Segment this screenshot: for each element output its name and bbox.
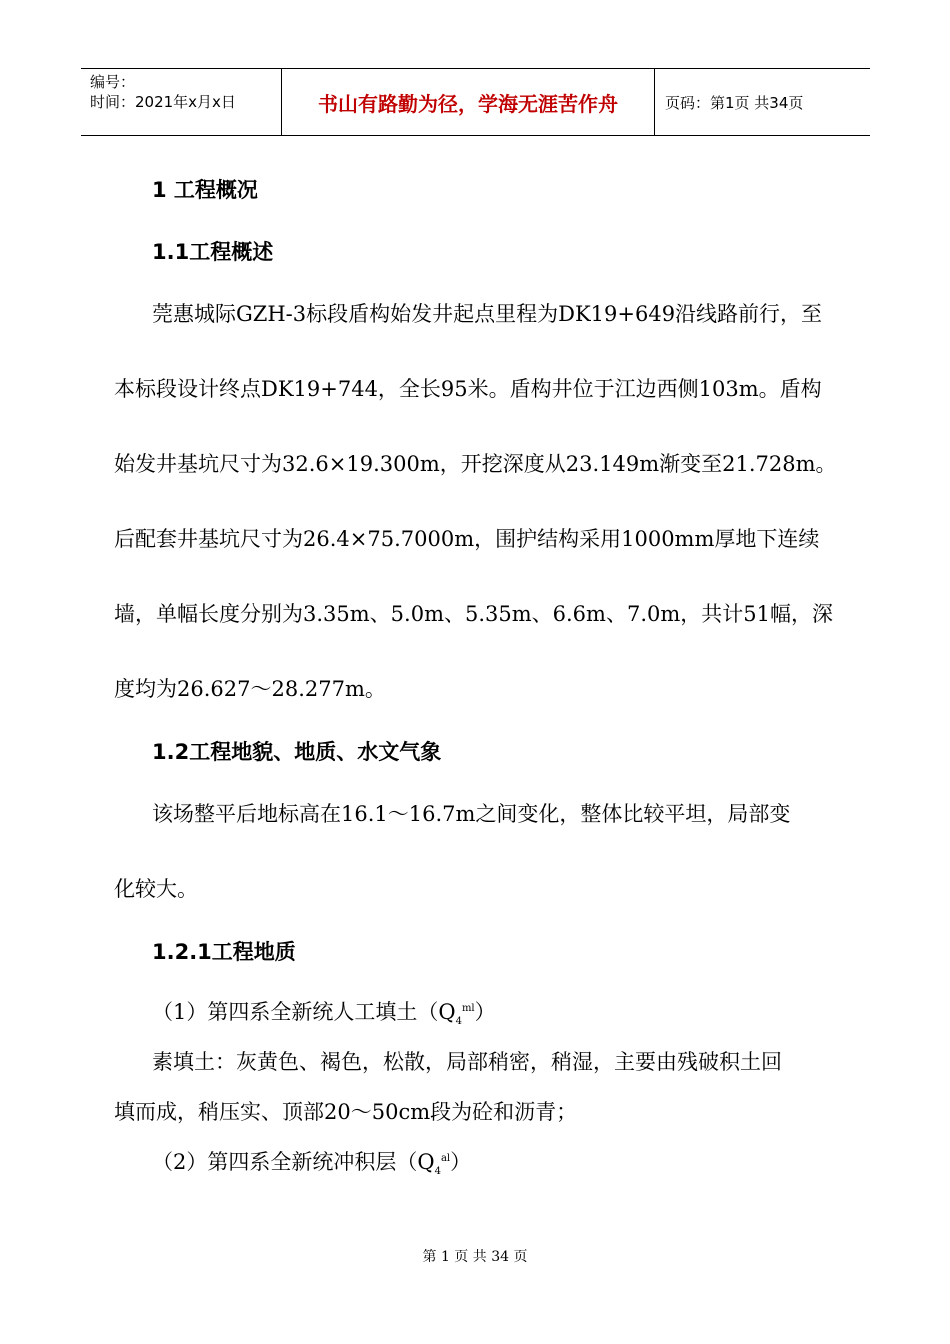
header-left-cell <box>81 69 282 135</box>
paragraph-1-line-2: 本标段设计终点DK19+744，全长95米。盾构井位于江边西侧103m。盾构 <box>114 377 822 401</box>
paragraph-1-line-5: 墙，单幅长度分别为3.35m、5.0m、5.35m、6.6m、7.0m，共计51幅，深 <box>114 602 833 626</box>
list-item-2-close: ） <box>450 1150 472 1174</box>
header-page-cell <box>655 69 870 135</box>
paragraph-1-line-3: 始发井基坑尺寸为32.6×19.300m，开挖深度从23.149m渐变至21.728m。 <box>114 452 837 476</box>
heading-1: 1 工程概况 <box>152 178 258 202</box>
list-item-1-text: （1）第四系全新统人工填土（Q <box>152 1000 456 1024</box>
heading-1-2: 1.2工程地貌、地质、水文气象 <box>152 740 442 764</box>
list-item-1 <box>152 996 496 1027</box>
page-footer: 第 1 页 共 34 页 <box>422 1249 528 1265</box>
list-item-2 <box>152 1146 471 1177</box>
page-info: 页码：第1页 共34页 <box>665 93 804 112</box>
number-label: 编号： <box>90 73 136 91</box>
list-item-1-close: ） <box>474 1000 496 1024</box>
heading-1-2-1: 1.2.1工程地质 <box>152 940 296 964</box>
header-motto-cell <box>282 69 655 135</box>
paragraph-3-line-1: 素填土：灰黄色、褐色，松散，局部稍密，稍湿，主要由残破积土回 <box>152 1050 782 1074</box>
paragraph-1-line-6: 度均为26.627～28.277m。 <box>114 677 386 701</box>
paragraph-1-line-4: 后配套井基坑尺寸为26.4×75.7000m，围护结构采用1000mm厚地下连续 <box>114 527 820 551</box>
list-item-2-superscript: al <box>440 1153 451 1164</box>
list-item-2-text: （2）第四系全新统冲积层（Q <box>152 1150 435 1174</box>
time-label: 时间：2021年x月x日 <box>90 93 236 111</box>
paragraph-2-line-1: 该场整平后地标高在16.1～16.7m之间变化，整体比较平坦，局部变 <box>152 802 791 826</box>
list-item-1-subscript: 4 <box>455 1016 462 1028</box>
list-item-1-superscript: ml <box>461 1003 475 1014</box>
document-header <box>81 68 870 136</box>
motto-text: 书山有路勤为径，学海无涯苦作舟 <box>318 91 618 116</box>
heading-1-1: 1.1工程概述 <box>152 240 274 264</box>
paragraph-1-line-1: 莞惠城际GZH-3标段盾构始发井起点里程为DK19+649沿线路前行，至 <box>152 302 823 326</box>
paragraph-3-line-2: 填而成，稍压实、顶部20～50cm段为砼和沥青； <box>114 1100 578 1124</box>
list-item-2-subscript: 4 <box>434 1166 441 1178</box>
paragraph-2-line-2: 化较大。 <box>114 877 198 901</box>
